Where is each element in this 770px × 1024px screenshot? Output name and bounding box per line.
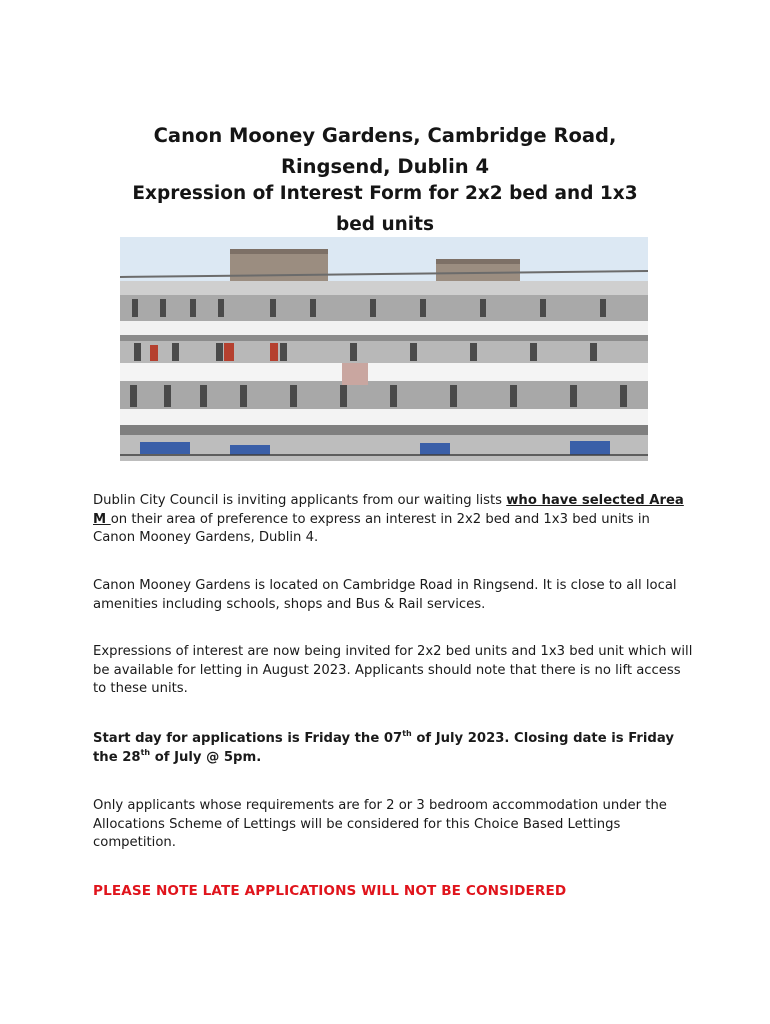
document-subtitle (80, 178, 690, 240)
building-photo (120, 237, 648, 461)
intro-paragraph (93, 492, 693, 548)
document-title (80, 120, 690, 182)
subtitle-line-2: bed units (335, 214, 434, 235)
subtitle-line-1: Expression of Interest Form for 2x2 bed and 1x3 (132, 183, 638, 204)
title-line-1: Canon Mooney Gardens, Cambridge Road, (153, 124, 617, 147)
application-dates-paragraph (93, 730, 693, 767)
intro-text-start: Dublin City Council is inviting applicants from our waiting lists (93, 493, 507, 508)
title-line-2: Ringsend, Dublin 4 (280, 155, 490, 178)
expressions-paragraph: Expressions of interest are now being invited for 2x2 bed units and 1x3 bed unit which will be available for letting in August 2023. Applicants should note that there is no lift access to these units. (93, 644, 693, 696)
intro-text-end: on their area of preference to express an interest in 2x2 bed and 1x3 bed units in Canon Mooney Gardens, Dublin 4. (93, 511, 650, 545)
ordinal-suffix-1: th (402, 729, 412, 738)
start-day-text: Start day for applications is Friday the 07 (93, 731, 403, 746)
apartment-block-illustration (120, 237, 648, 461)
location-paragraph: Canon Mooney Gardens is located on Cambridge Road in Ringsend. It is close to all local amenities including schools, shops and Bus & Rail services. (93, 578, 677, 612)
closing-time-text: of July @ 5pm. (150, 749, 262, 765)
late-applications-notice: PLEASE NOTE LATE APPLICATIONS WILL NOT BE CONSIDERED (93, 883, 567, 899)
closing-date-text: of July 2023. Closing date is Friday the 28 (93, 731, 674, 765)
area-m-emphasis: who have selected Area M (93, 493, 684, 527)
eligibility-paragraph: Only applicants whose requirements are for 2 or 3 bedroom accommodation under the Allocations Scheme of Lettings will be considered for this Choice Based Lettings competition. (93, 798, 667, 850)
ordinal-suffix-2: th (140, 747, 151, 757)
